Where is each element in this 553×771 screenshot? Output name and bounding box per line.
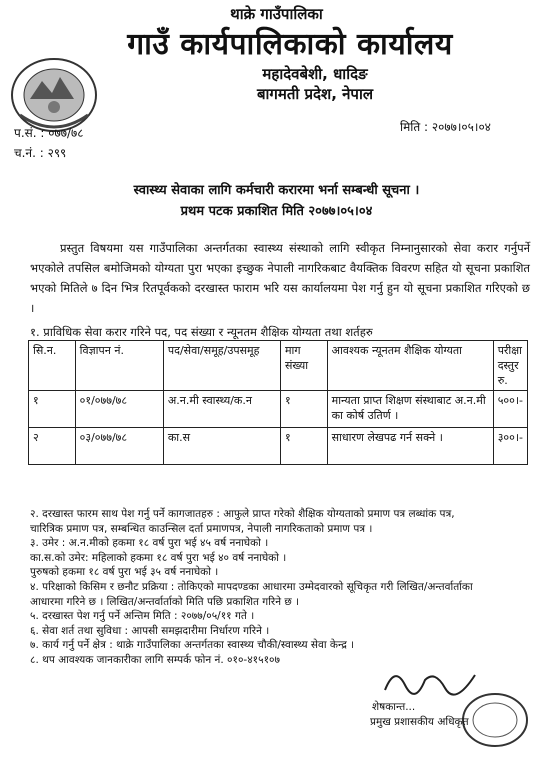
address-line-2: बागमती प्रदेश, नेपाल <box>256 85 374 103</box>
vacancy-table <box>28 340 528 465</box>
list-item: ६. सेवा शर्त तथा सुविधा : आपसी समझदारीमा निर्धारण गरिने । <box>30 624 270 637</box>
list-item: ५. दरखास्त पेश गर्नु पर्ने अन्तिम मिति : २०७७/०५/११ गते । <box>30 610 255 623</box>
table-cell: ०३/०७७/७८ <box>75 428 163 465</box>
table-cell: का.स <box>163 428 280 465</box>
table-cell: ३००।- <box>493 428 527 465</box>
dispatch-number: च.नं. : २९९ <box>14 146 67 160</box>
office-stamp-icon <box>460 690 530 750</box>
table-cell: ५००।- <box>493 391 527 428</box>
table-row <box>29 391 528 428</box>
issue-date: मिति : २०७७।०५।०४ <box>400 120 491 134</box>
table-cell: २ <box>29 428 76 465</box>
signatory-name: शेषकान्त... <box>372 701 416 713</box>
signatory-title: प्रमुख प्रशासकीय अधिकृत <box>370 716 469 728</box>
table-row <box>29 428 528 465</box>
list-item: का.स.को उमेर: महिलाको हकमा १८ वर्ष पुरा भई ४० वर्ष ननाघेको । <box>30 551 287 564</box>
table-cell: ०१/०७७/७८ <box>75 391 163 428</box>
table-cell: साधारण लेखपढ गर्न सक्ने । <box>327 428 493 465</box>
list-item: २. दरखास्त फारम साथ पेश गर्नु पर्ने कागजातहरु : आफुले प्राप्त गरेको शैक्षिक योग्यताको प्रमाण पत्र लब्धांक पत्र, <box>30 508 455 520</box>
column-header: पद/सेवा/समूह/उपसमूह <box>163 341 280 391</box>
table-cell: अ.न.मी स्वास्थ्य/क.न <box>163 391 280 428</box>
table-cell: मान्यता प्राप्त शिक्षण संस्थाबाट अ.न.मी का कोर्ष उतिर्ण । <box>327 391 493 428</box>
table-cell: १ <box>280 428 327 465</box>
office-title: गाउँ कार्यपालिकाको कार्यालय <box>127 27 453 62</box>
list-item: चारित्रिक प्रमाण पत्र, सम्बन्धित काउन्सिल दर्ता प्रमाणपत्र, नेपाली नागरिकताको प्रमाण पत्र । <box>30 522 373 535</box>
list-item: पुरुषको हकमा १८ वर्ष पुरा भई ३५ वर्ष ननाघेको । <box>30 566 219 579</box>
intro-paragraph: प्रस्तुत विषयमा यस गाउँपालिका अन्तर्गतका स्वास्थ्य संस्थाको लागि स्वीकृत निम्नानुसारको सेवा करार गर्नुपर्ने भएकोले तपसिल बमोजिमको योग्यता पुरा भएका इच्छुक नेपाली नागरिकबाट वैयक्तिक विवरण सहित यो सूचना प्रकाशित भएको मितिले ७ दिन भित्र रितपूर्वकको दरखास्त फाराम भरि यस कार्यालयमा पेश गर्नु हुन यो सूचना प्रकाशित गरिएको छ । <box>30 241 530 315</box>
table-cell: १ <box>29 391 76 428</box>
list-item: ७. कार्य गर्नु पर्ने क्षेत्र : थाक्रे गाउँपालिका अन्तर्गतका स्वास्थ्य चौकी/स्वास्थ्य सेवा केन्द्र । <box>30 639 355 652</box>
notice-title: स्वास्थ्य सेवाका लागि कर्मचारी करारमा भर्ना सम्बन्धी सूचना । <box>133 183 420 198</box>
list-item: ८. थप आवश्यक जानकारीका लागि सम्पर्क फोन नं. ०१०-४१५१०७ <box>30 653 280 666</box>
municipality-name: थाक्रे गाउँपालिका <box>230 5 323 23</box>
column-header: माग संख्या <box>280 341 327 391</box>
column-header: विज्ञापन नं. <box>75 341 163 391</box>
table-header-row <box>29 341 528 391</box>
government-emblem-icon <box>8 55 100 135</box>
column-header: सि.न. <box>29 341 76 391</box>
column-header: आवश्यक न्यूनतम शैक्षिक योग्यता <box>327 341 493 391</box>
conditions-list <box>30 507 545 668</box>
table-cell: १ <box>280 391 327 428</box>
reference-number: प.सं. : ०७७/७८ <box>14 126 84 140</box>
section-1-heading: १. प्राविधिक सेवा करार गरिने पद, पद संख्या र न्यूनतम शैक्षिक योग्यता तथा शर्तहरु <box>30 325 373 339</box>
list-item: आधारमा गरिने छ । लिखित/अन्तर्वार्ताको मिति पछि प्रकाशित गरिने छ । <box>30 595 300 608</box>
address-line-1: महादेवबेशी, धादिङ <box>262 65 368 83</box>
notice-subtitle: प्रथम पटक प्रकाशित मिति २०७७।०५।०४ <box>180 204 373 219</box>
list-item: ३. उमेर : अ.न.मीको हकमा १८ वर्ष पुरा भई ४५ वर्ष ननाघेको । <box>30 537 269 550</box>
list-item: ४. परिक्षाको किसिम र छनौट प्रक्रिया : तोकिएको मापदण्डका आधारमा उम्मेदवारको सूचिकृत गरी लिखित/अन्तर्वार्ताका <box>30 580 473 593</box>
column-header: परीक्षा दस्तुर रु. <box>493 341 527 391</box>
